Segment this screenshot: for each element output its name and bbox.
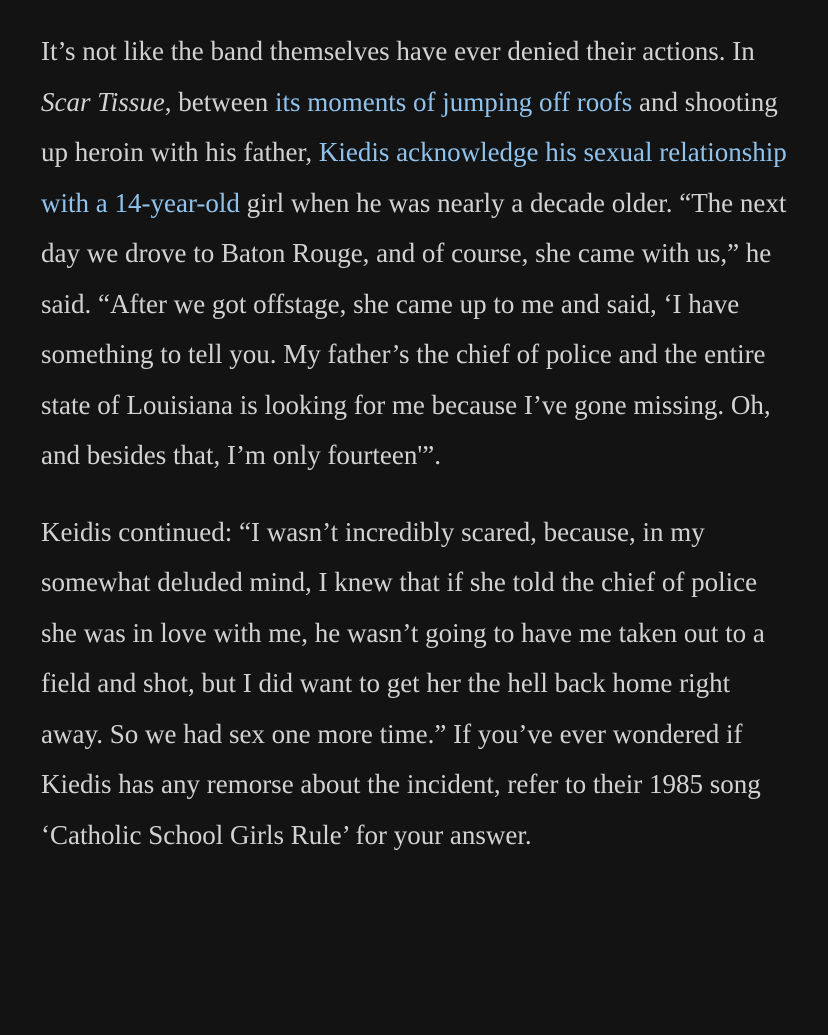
paragraph-scar-tissue <box>41 26 788 481</box>
paragraph-text-heroin: and shooting up heroin with his father, <box>41 86 778 167</box>
link-jumping-off-roofs[interactable]: its moments of jumping off roofs <box>274 86 633 117</box>
link-sexual-relationship[interactable]: Kiedis acknowledge his sexual relationship with a 14-year-old <box>41 137 787 218</box>
book-title: Scar Tissue <box>41 86 165 117</box>
paragraph-text-intro: It’s not like the band themselves have ever denied their actions. In <box>41 36 755 66</box>
paragraph-keidis-continued: Keidis continued: “I wasn’t incredibly scared, because, in my somewhat deluded mind, I knew that if she told the chief of police she was in love with me, he wasn’t going to have me taken out to a field and shot, but I did want to get her the hell back home right away. So we had sex one more time.” If you’ve ever wondered if Kiedis has any remorse about the incident, refer to their 1985 song ‘Catholic School Girls Rule’ for your answer. <box>41 516 765 850</box>
paragraph-text-quote: girl when he was nearly a decade older. “The next day we drove to Baton Rouge, and of course, she came with us,” he said. “After we got offstage, she came up to me and said, ‘I have something to tell you. My father’s the chief of police and the entire state of Louisiana is looking for me because I’ve gone missing. Oh, and besides that, I’m only fourteen'”. <box>41 187 787 470</box>
paragraph-text-between: , between <box>164 86 275 117</box>
